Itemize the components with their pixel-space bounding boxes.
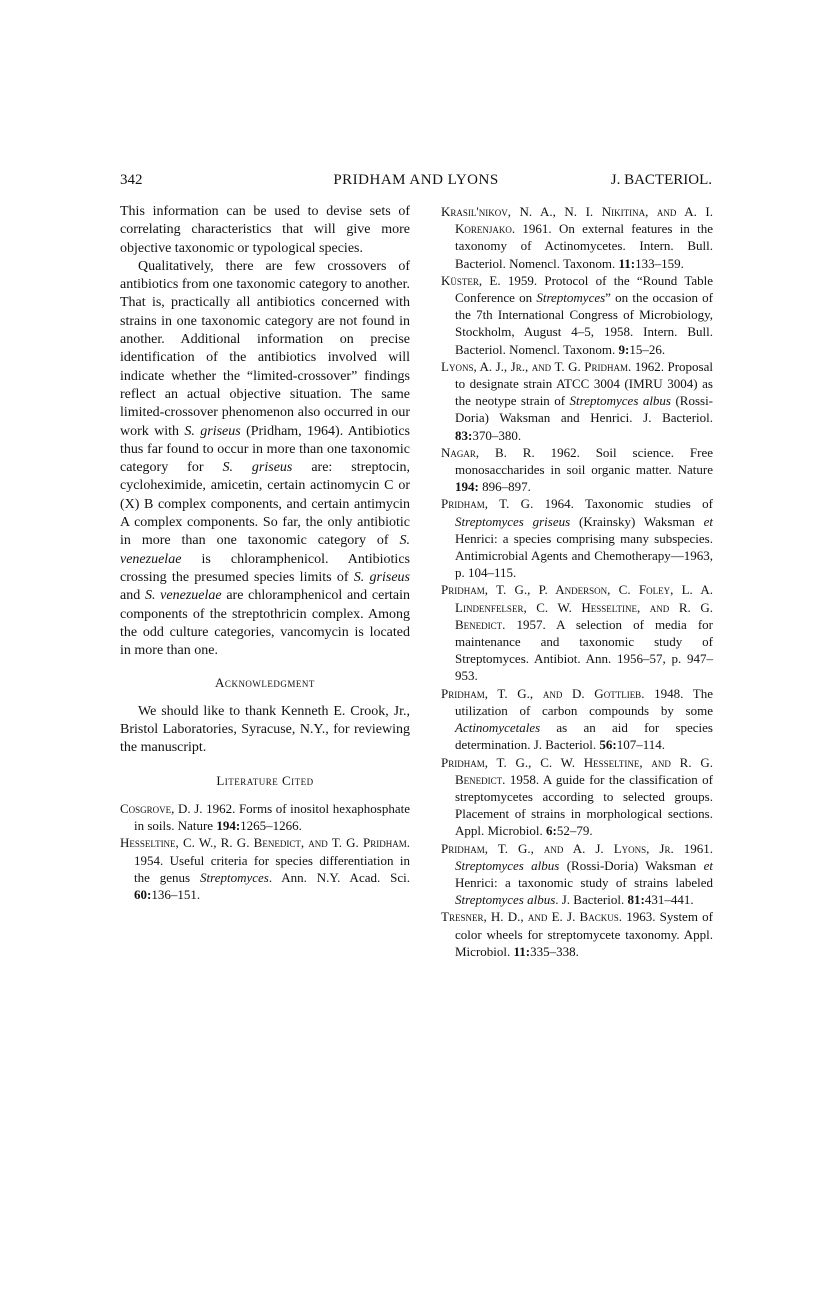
reference-item: Cosgrove, D. J. 1962. Forms of inositol hexaphosphate in soils. Nature 194:1265–1266. — [120, 800, 410, 834]
left-column — [120, 203, 410, 903]
reference-item: Krasil'nikov, N. A., N. I. Nikitina, and A. I. Korenjako. 1961. On external features in the taxonomy of Actinomycetes. Intern. Bull. Bacteriol. Nomencl. Taxonom. 11:133–159. — [441, 204, 713, 271]
reference-item: Pridham, T. G. 1964. Taxonomic studies of Streptomyces griseus (Krainsky) Waksman et Henrici: a species comprising many subspecies. Antimicrobial Agents and Chemotherapy—1963, p. 104–115. — [441, 496, 713, 581]
page-number: 342 — [120, 172, 143, 188]
acknowledgment-text: We should like to thank Kenneth E. Crook, Jr., Bristol Laboratories, Syracuse, N.Y., for reviewing the manuscript. — [120, 703, 410, 756]
right-column — [441, 203, 713, 960]
reference-item: Küster, E. 1959. Protocol of the “Round Table Conference on Streptomyces” on the occasion of the 7th International Congress of Microbiology, Stockholm, August 4–5, 1958. Intern. Bull. Bacteriol. Nomencl. Taxonom. 9:15–26. — [441, 272, 713, 357]
reference-item: Tresner, H. D., and E. J. Backus. 1963. System of color wheels for streptomycete taxonomy. Appl. Microbiol. 11:335–338. — [441, 909, 713, 959]
journal-name: J. BACTERIOL. — [610, 172, 712, 188]
reference-item: Pridham, T. G., and A. J. Lyons, Jr. 1961. Streptomyces albus (Rossi-Doria) Waksman et Henrici: a taxonomic study of strains labeled Streptomyces albus. J. Bacteriol. 81:431–441. — [441, 840, 713, 908]
reference-item: Pridham, T. G., P. Anderson, C. Foley, L. A. Lindenfelser, C. W. Hesseltine, and R. G. Benedict. 1957. A selection of media for maintenance and taxonomic study of Streptomyces. Antibiot. Ann. 1956–57, p. 947–953. — [441, 582, 713, 684]
reference-item: Pridham, T. G., C. W. Hesseltine, and R. G. Benedict. 1958. A guide for the classification of streptomycetes according to selected groups. Placement of strains in morphological sections. Appl. Microbiol. 6:52–79. — [441, 754, 713, 839]
reference-item: Hesseltine, C. W., R. G. Benedict, and T. G. Pridham. 1954. Useful criteria for species differentiation in the genus Streptomyces. Ann. N.Y. Acad. Sci. 60:136–151. — [120, 835, 410, 902]
running-header — [120, 172, 712, 192]
paragraph: Qualitatively, there are few crossovers of antibiotics from one taxonomic category to another. That is, practically all antibiotics concerned with strains in one taxonomic category are not found in another. Additional information on precise identification of the antibiotics involved will indicate whether the “limited-crossover” findings reflect an actual objective situation. The same limited-crossover phenomenon also occurred in our work with S. griseus (Pridham, 1964). Antibiotics thus far found to occur in more than one taxonomic category for S. griseus are: streptocin, cycloheximide, amicetin, certain actinomycin C or (X) B complex components, and certain antimycin A complex components. So far, the only antibiotic in more than one taxonomic category of S. venezuelae is chloramphenicol. Antibiotics crossing the presumed species limits of S. griseus and S. venezuelae are chloramphenicol and certain components of the streptothricin complex. Among the odd culture categories, vancomycin is located in more than one. — [120, 258, 410, 659]
reference-item: Pridham, T. G., and D. Gottlieb. 1948. The utilization of carbon compounds by some Actinomycetales as an aid for species determination. J. Bacteriol. 56:107–114. — [441, 685, 714, 753]
section-heading-literature: Literature Cited — [216, 772, 314, 788]
running-title: PRIDHAM AND LYONS — [333, 172, 499, 188]
reference-item: Lyons, A. J., Jr., and T. G. Pridham. 1962. Proposal to designate strain ATCC 3004 (IMRU 3004) as the neotype strain of Streptomyces albus (Rossi-Doria) Waksman and Henrici. J. Bacteriol. 83:370–380. — [441, 358, 714, 443]
reference-item: Nagar, B. R. 1962. Soil science. Free monosaccharides in soil organic matter. Nature 194: 896–897. — [441, 444, 713, 495]
section-heading-acknowledgment: Acknowledgment — [215, 675, 315, 691]
paragraph: This information can be used to devise sets of correlating characteristics that will give more objective taxonomic or typological species. — [120, 204, 410, 256]
